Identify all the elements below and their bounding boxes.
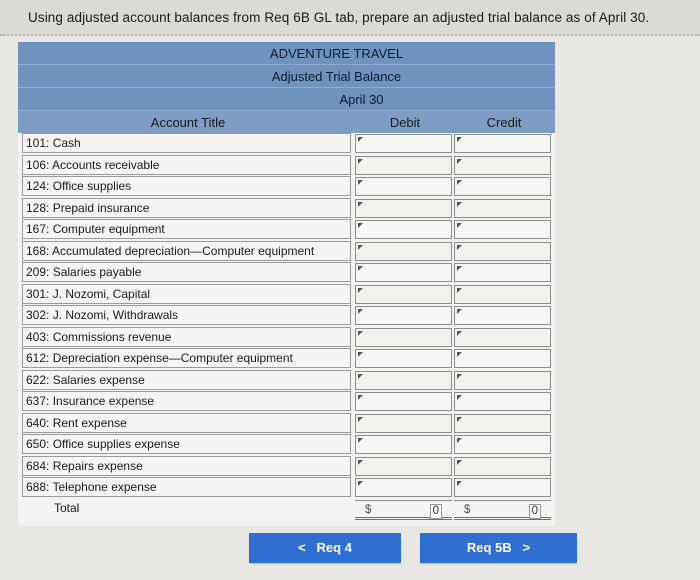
credit-input[interactable] [454, 285, 551, 304]
account-title-cell: 650: Office supplies expense [22, 434, 351, 454]
debit-input[interactable] [355, 242, 452, 261]
account-title-cell: 688: Telephone expense [22, 477, 351, 497]
debit-input[interactable] [355, 177, 452, 196]
table-row [18, 327, 555, 348]
debit-input[interactable] [355, 328, 452, 347]
table-row [18, 413, 555, 434]
debit-total-box [355, 500, 452, 520]
table-row [18, 198, 555, 219]
account-title-cell: 301: J. Nozomi, Capital [22, 284, 351, 304]
credit-input[interactable] [454, 199, 551, 218]
account-title-cell: 168: Accumulated depreciation—Computer equipment [22, 241, 351, 261]
credit-input[interactable] [454, 177, 551, 196]
prev-button-label: Req 4 [316, 540, 352, 555]
account-title-cell: 403: Commissions revenue [22, 327, 351, 347]
account-title-cell: 128: Prepaid insurance [22, 198, 351, 218]
credit-input[interactable] [454, 220, 551, 239]
table-row [18, 456, 555, 477]
credit-input[interactable] [454, 134, 551, 153]
column-header-row [18, 111, 555, 133]
debit-header: Debit [389, 115, 421, 130]
debit-input[interactable] [355, 199, 452, 218]
report-date: April 30 [18, 88, 555, 111]
table-row [18, 262, 555, 283]
account-title-cell: 684: Repairs expense [22, 456, 351, 476]
table-row [18, 434, 555, 455]
total-label: Total [54, 501, 80, 515]
account-title-cell: 302: J. Nozomi, Withdrawals [22, 305, 351, 325]
credit-total-value: 0 [529, 504, 541, 519]
debit-input[interactable] [355, 306, 452, 325]
table-row [18, 176, 555, 197]
debit-input[interactable] [355, 220, 452, 239]
debit-input[interactable] [355, 414, 452, 433]
total-row [18, 499, 555, 520]
credit-input[interactable] [454, 457, 551, 476]
table-row [18, 391, 555, 412]
chevron-right-icon: > [522, 540, 531, 555]
credit-input[interactable] [454, 435, 551, 454]
account-title-cell: 101: Cash [22, 133, 351, 153]
debit-input[interactable] [355, 371, 452, 390]
table-row [18, 155, 555, 176]
account-title-cell: 637: Insurance expense [22, 391, 351, 411]
debit-input[interactable] [355, 285, 452, 304]
account-title-header: Account Title [150, 115, 226, 130]
account-title-cell: 622: Salaries expense [22, 370, 351, 390]
credit-input[interactable] [454, 242, 551, 261]
credit-currency: $ [464, 504, 471, 516]
account-title-cell: 640: Rent expense [22, 413, 351, 433]
table-row [18, 133, 555, 154]
debit-input[interactable] [355, 134, 452, 153]
instruction-text: Using adjusted account balances from Req 6B GL tab, prepare an adjusted trial balance as of April 30. [0, 0, 700, 36]
debit-input[interactable] [355, 478, 452, 497]
table-row [18, 370, 555, 391]
table-row [18, 305, 555, 326]
chevron-left-icon: < [298, 540, 306, 555]
table-row [18, 219, 555, 240]
table-row [18, 284, 555, 305]
account-title-cell: 106: Accounts receivable [22, 155, 351, 175]
debit-input[interactable] [355, 392, 452, 411]
table-row [18, 241, 555, 262]
credit-input[interactable] [454, 414, 551, 433]
debit-input[interactable] [355, 349, 452, 368]
debit-total-value: 0 [430, 504, 442, 519]
debit-currency: $ [365, 504, 372, 516]
credit-header: Credit [486, 115, 522, 130]
trial-balance-sheet [18, 42, 555, 526]
credit-input[interactable] [454, 478, 551, 497]
credit-input[interactable] [454, 156, 551, 175]
debit-input[interactable] [355, 435, 452, 454]
credit-input[interactable] [454, 328, 551, 347]
credit-input[interactable] [454, 306, 551, 325]
report-title: Adjusted Trial Balance [18, 65, 555, 88]
credit-input[interactable] [454, 349, 551, 368]
debit-input[interactable] [355, 156, 452, 175]
account-title-cell: 209: Salaries payable [22, 262, 351, 282]
account-title-cell: 167: Computer equipment [22, 219, 351, 239]
company-name: ADVENTURE TRAVEL [18, 42, 555, 65]
account-title-cell: 124: Office supplies [22, 176, 351, 196]
next-req5b-button[interactable] [420, 533, 577, 563]
table-row [18, 348, 555, 369]
prev-req4-button[interactable] [249, 533, 401, 563]
table-row [18, 477, 555, 498]
credit-total-box [454, 500, 551, 520]
next-button-label: Req 5B [466, 540, 512, 555]
credit-input[interactable] [454, 392, 551, 411]
credit-input[interactable] [454, 371, 551, 390]
debit-input[interactable] [355, 263, 452, 282]
debit-input[interactable] [355, 457, 452, 476]
credit-input[interactable] [454, 263, 551, 282]
account-title-cell: 612: Depreciation expense—Computer equipment [22, 348, 351, 368]
